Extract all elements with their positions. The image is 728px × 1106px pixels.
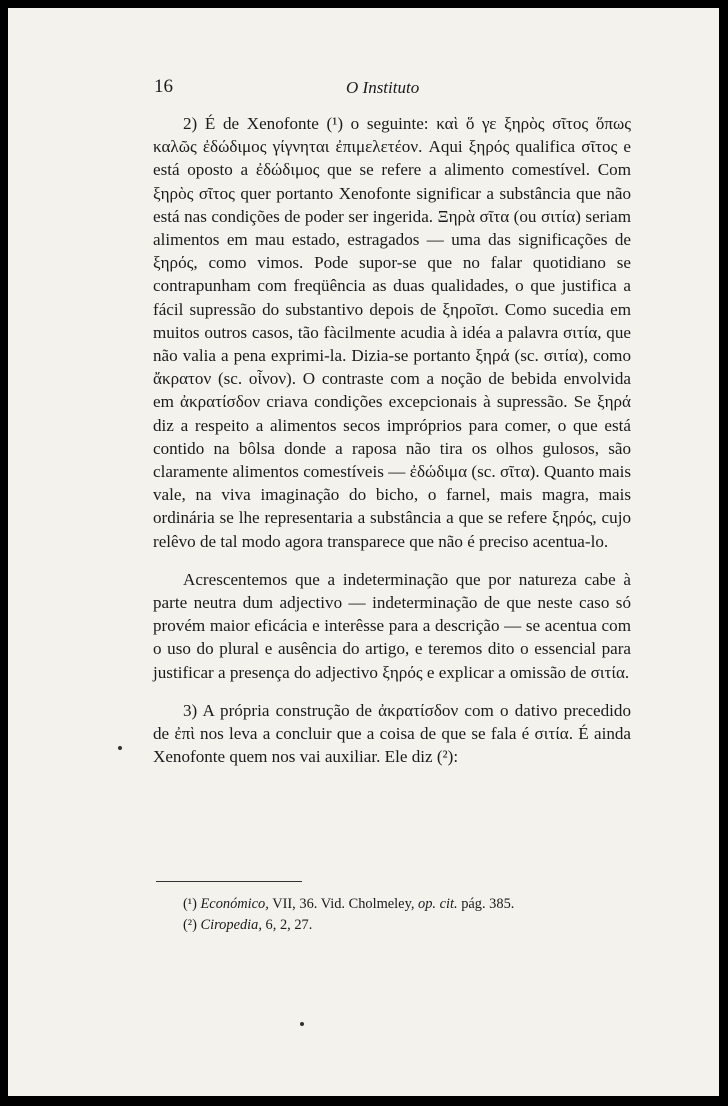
footnote-text: 6, 2, 27. [261,917,313,933]
running-title: O Instituto [346,78,420,97]
footnote-abbrev: op. cit. [418,896,458,912]
page-number: 16 [154,76,173,97]
footnote-2 [183,915,603,936]
footnote-1 [183,894,603,915]
footnote-work: Ciropedia, [200,917,262,933]
footnote-marker: (¹) [183,896,197,912]
footnote-rule [156,881,302,882]
ink-speck [300,1022,304,1026]
paragraph-2: 2) É de Xenofonte (¹) o seguinte: καὶ ὅ γε ξηρὸς σῖτος ὅπως καλῶς ἐδώδιμος γίγνηται ἐπιμελετέον. Aqui ξηρός qualifica σῖτος e está oposto a ἐδώδιμος que se refere a alimento comestível. Com ξηρὸς σῖτος quer portanto Xenofonte significar a substância que não está nas condições de poder ser ingerida. Ξηρὰ σῖτα (ou σιτία) seriam alimentos em mau estado, estragados — uma das significações de ξηρός, como vimos. Pode supor-se que no falar quotidiano se contrapunham com freqüência as duas qualidades, o que justifica a fácil supressão do substantivo depois de ξηροῖσι. Como sucedia em muitos outros casos, tão fàcilmente acudia à idéa a palavra σιτία, que não valia a pena exprimi-la. Dizia-se portanto ξηρά (sc. σιτία), como ἄκρατον (sc. οἶνον). O contraste com a noção de bebida envolvida em ἀκρατίσδον criava condições excepcionais à supressão. Se ξηρά diz a respeito a alimentos secos impróprios para comer, o que está contido na bôlsa donde a raposa não tira os olhos gulosos, são claramente alimentos comestíveis — ἐδώδιμα (sc. σῖτα). Quanto mais vale, na viva imaginação do bicho, o farnel, mais magra, mais ordinária se lhe representaria a substância a que se refere ξηρός, cujo relêvo de tal modo agora transparece que não é preciso acentua-lo. [153,114,631,551]
page-header [154,76,574,102]
footnote-text: VII, 36. Vid. Cholmeley, [268,896,419,912]
footnotes [183,894,603,936]
footnote-tail: pág. 385. [457,896,515,912]
ink-speck [118,746,122,750]
body-text [153,112,631,768]
paragraph-3: 3) A própria construção de ἀκρατίσδον com o dativo precedido de ἐπὶ nos leva a concluir que a coisa de que se fala é σιτία. É ainda Xenofonte quem nos vai auxiliar. Ele diz (²): [153,700,631,767]
paragraph-acrescentemos: Acrescentemos que a indeterminação que por natureza cabe à parte neutra dum adjectivo — indeterminação de que neste caso só provém maior eficácia e interêsse para a descrição — se acentua com o uso do plural e ausência do artigo, e teremos dito o essencial para justificar a presença do adjectivo ξηρός e explicar a omissão de σιτία. [153,569,631,682]
footnote-marker: (²) [183,917,197,933]
footnote-work: Económico, [200,896,269,912]
book-page [8,8,719,1096]
